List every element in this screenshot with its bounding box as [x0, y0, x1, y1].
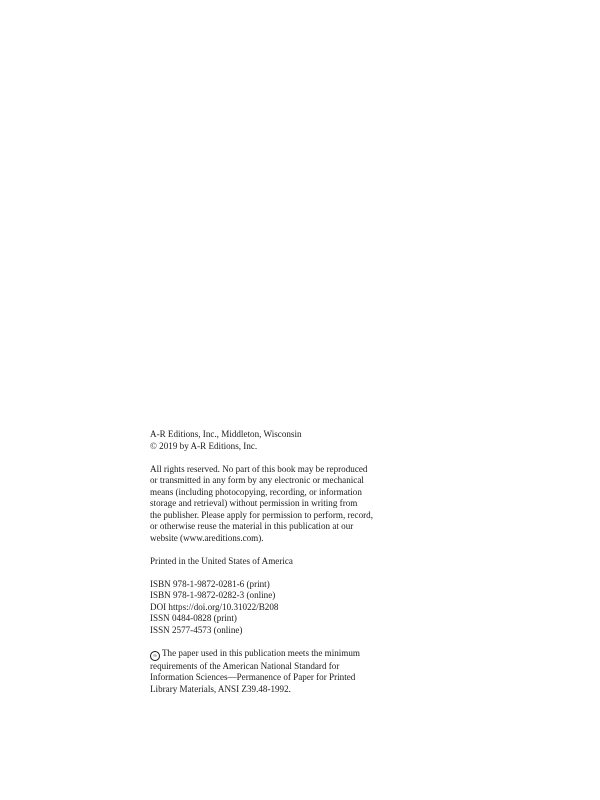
rights-line: storage and retrieval) without permission in writing from [150, 498, 358, 508]
paper-notice-line: Library Materials, ANSI Z39.48-1992. [150, 683, 291, 694]
rights-statement [150, 464, 410, 545]
infinity-circle-icon: ∞ [150, 651, 160, 661]
rights-line: or transmitted in any form by any electronic or mechanical [150, 475, 364, 485]
copyright-notice: © 2019 by A-R Editions, Inc. [150, 440, 258, 451]
paper-permanence-notice [150, 648, 410, 696]
printed-in-line: Printed in the United States of America [150, 555, 293, 566]
rights-line: the publisher. Please apply for permission to perform, record, [150, 509, 373, 520]
rights-line: or otherwise reuse the material in this publication at our [150, 521, 354, 531]
issn-print: ISSN 0484-0828 (print) [150, 613, 237, 623]
paper-notice-line: requirements of the American National Standard for [150, 660, 340, 671]
printed-statement [150, 556, 410, 568]
rights-line: website (www.areditions.com). [150, 532, 264, 543]
rights-line: All rights reserved. No part of this book may be reproduced [150, 463, 368, 474]
issn-online: ISSN 2577-4573 (online) [150, 624, 243, 635]
isbn-online: ISBN 978-1-9872-0282-3 (online) [150, 590, 276, 600]
rights-line: means (including photocopying, recording, or information [150, 486, 362, 497]
publisher-location: A-R Editions, Inc., Middleton, Wisconsin [150, 429, 302, 439]
copyright-page-block [150, 429, 410, 707]
publisher-info [150, 429, 410, 452]
paper-notice-line: The paper used in this publication meets the minimum [162, 647, 361, 658]
identifier-list [150, 579, 410, 637]
doi: DOI https://doi.org/10.31022/B208 [150, 601, 279, 612]
isbn-print: ISBN 978-1-9872-0281-6 (print) [150, 578, 270, 589]
paper-notice-line: Information Sciences—Permanence of Paper for Printed [150, 672, 356, 682]
